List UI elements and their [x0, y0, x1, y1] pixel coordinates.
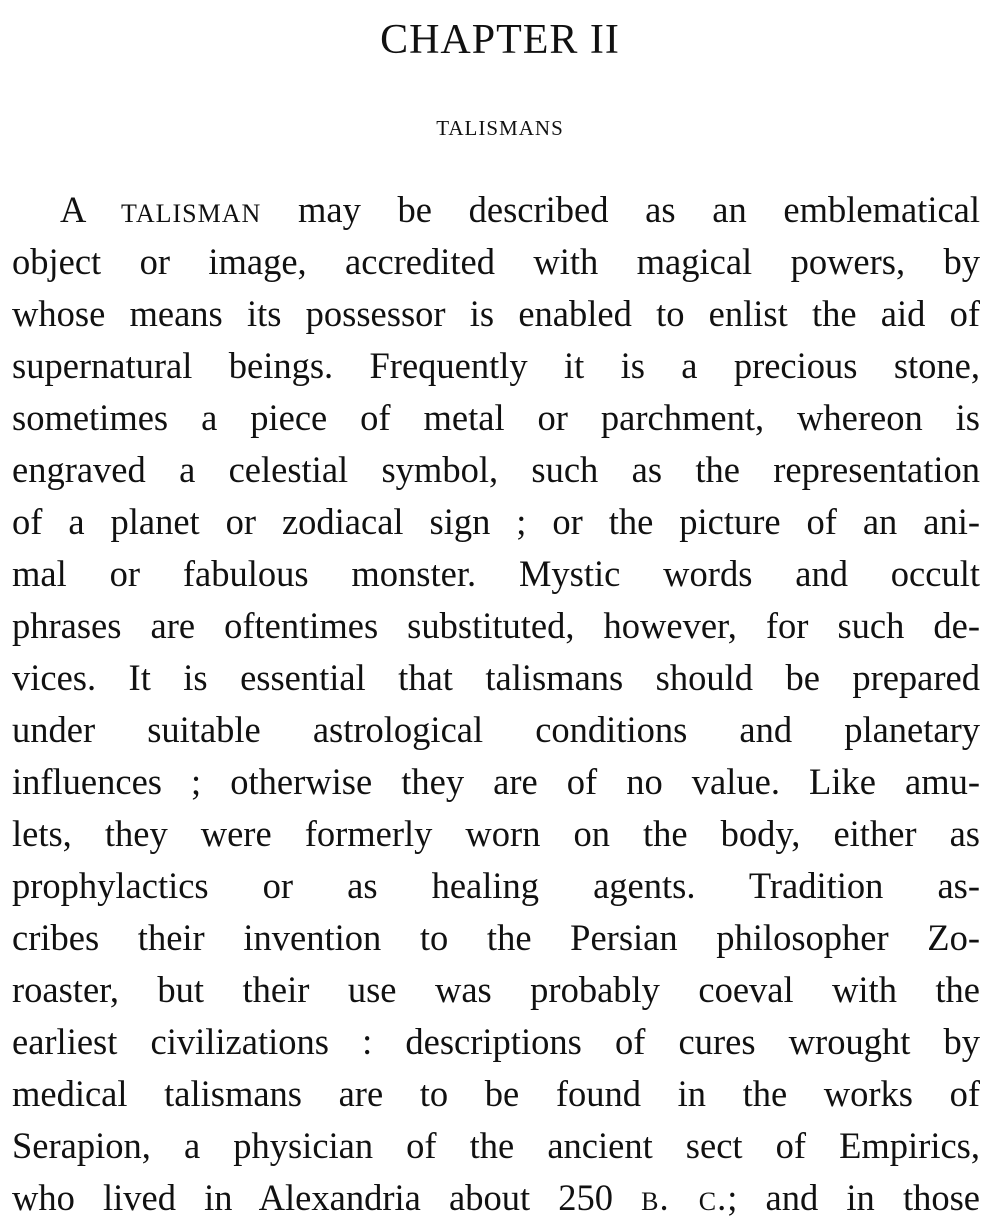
paragraph-line-1 — [12, 184, 980, 236]
paragraph-line-19: Serapion, a physician of the ancient sect of Empirics, — [12, 1125, 980, 1166]
paragraph-line-20 — [12, 1172, 980, 1224]
line-text: who lived in Alexandria about 250 — [12, 1177, 613, 1218]
paragraph-line-17: earliest civilizations : descriptions of cures wrought by — [12, 1021, 980, 1062]
paragraph-line-11: under suitable astrological conditions and planetary — [12, 709, 980, 750]
paragraph-line-3: whose means its possessor is enabled to enlist the aid of — [12, 293, 980, 334]
paragraph-line-7: of a planet or zodiacal sign ; or the picture of an ani- — [12, 501, 980, 542]
line-text: ; and in those — [727, 1177, 980, 1218]
body-paragraph — [12, 184, 980, 1224]
paragraph-line-13: lets, they were formerly worn on the body, either as — [12, 813, 980, 854]
era-abbreviation: b. c. — [641, 1177, 728, 1218]
paragraph-line-8: mal or fabulous monster. Mystic words and occult — [12, 553, 980, 594]
paragraph-line-12: influences ; otherwise they are of no value. Like amu- — [12, 761, 980, 802]
paragraph-line-2: object or image, accredited with magical powers, by — [12, 241, 980, 282]
paragraph-line-16: roaster, but their use was probably coeval with the — [12, 969, 980, 1010]
chapter-title: CHAPTER II — [380, 17, 620, 63]
keyword-small-caps: talisman — [121, 189, 262, 230]
paragraph-line-9: phrases are oftentimes substituted, however, for such de- — [12, 605, 980, 646]
section-title: TALISMANS — [436, 116, 564, 140]
paragraph-line-10: vices. It is essential that talismans should be prepared — [12, 657, 980, 698]
paragraph-line-15: cribes their invention to the Persian philosopher Zo- — [12, 917, 980, 958]
paragraph-line-18: medical talismans are to be found in the works of — [12, 1073, 980, 1114]
paragraph-line-14: prophylactics or as healing agents. Tradition as- — [12, 865, 980, 906]
opening-word: A — [60, 189, 85, 230]
paragraph-line-4: supernatural beings. Frequently it is a precious stone, — [12, 345, 980, 386]
paragraph-line-6: engraved a celestial symbol, such as the representation — [12, 449, 980, 490]
paragraph-line-5: sometimes a piece of metal or parchment, whereon is — [12, 397, 980, 438]
line-text: may be described as an emblematical — [297, 189, 980, 230]
